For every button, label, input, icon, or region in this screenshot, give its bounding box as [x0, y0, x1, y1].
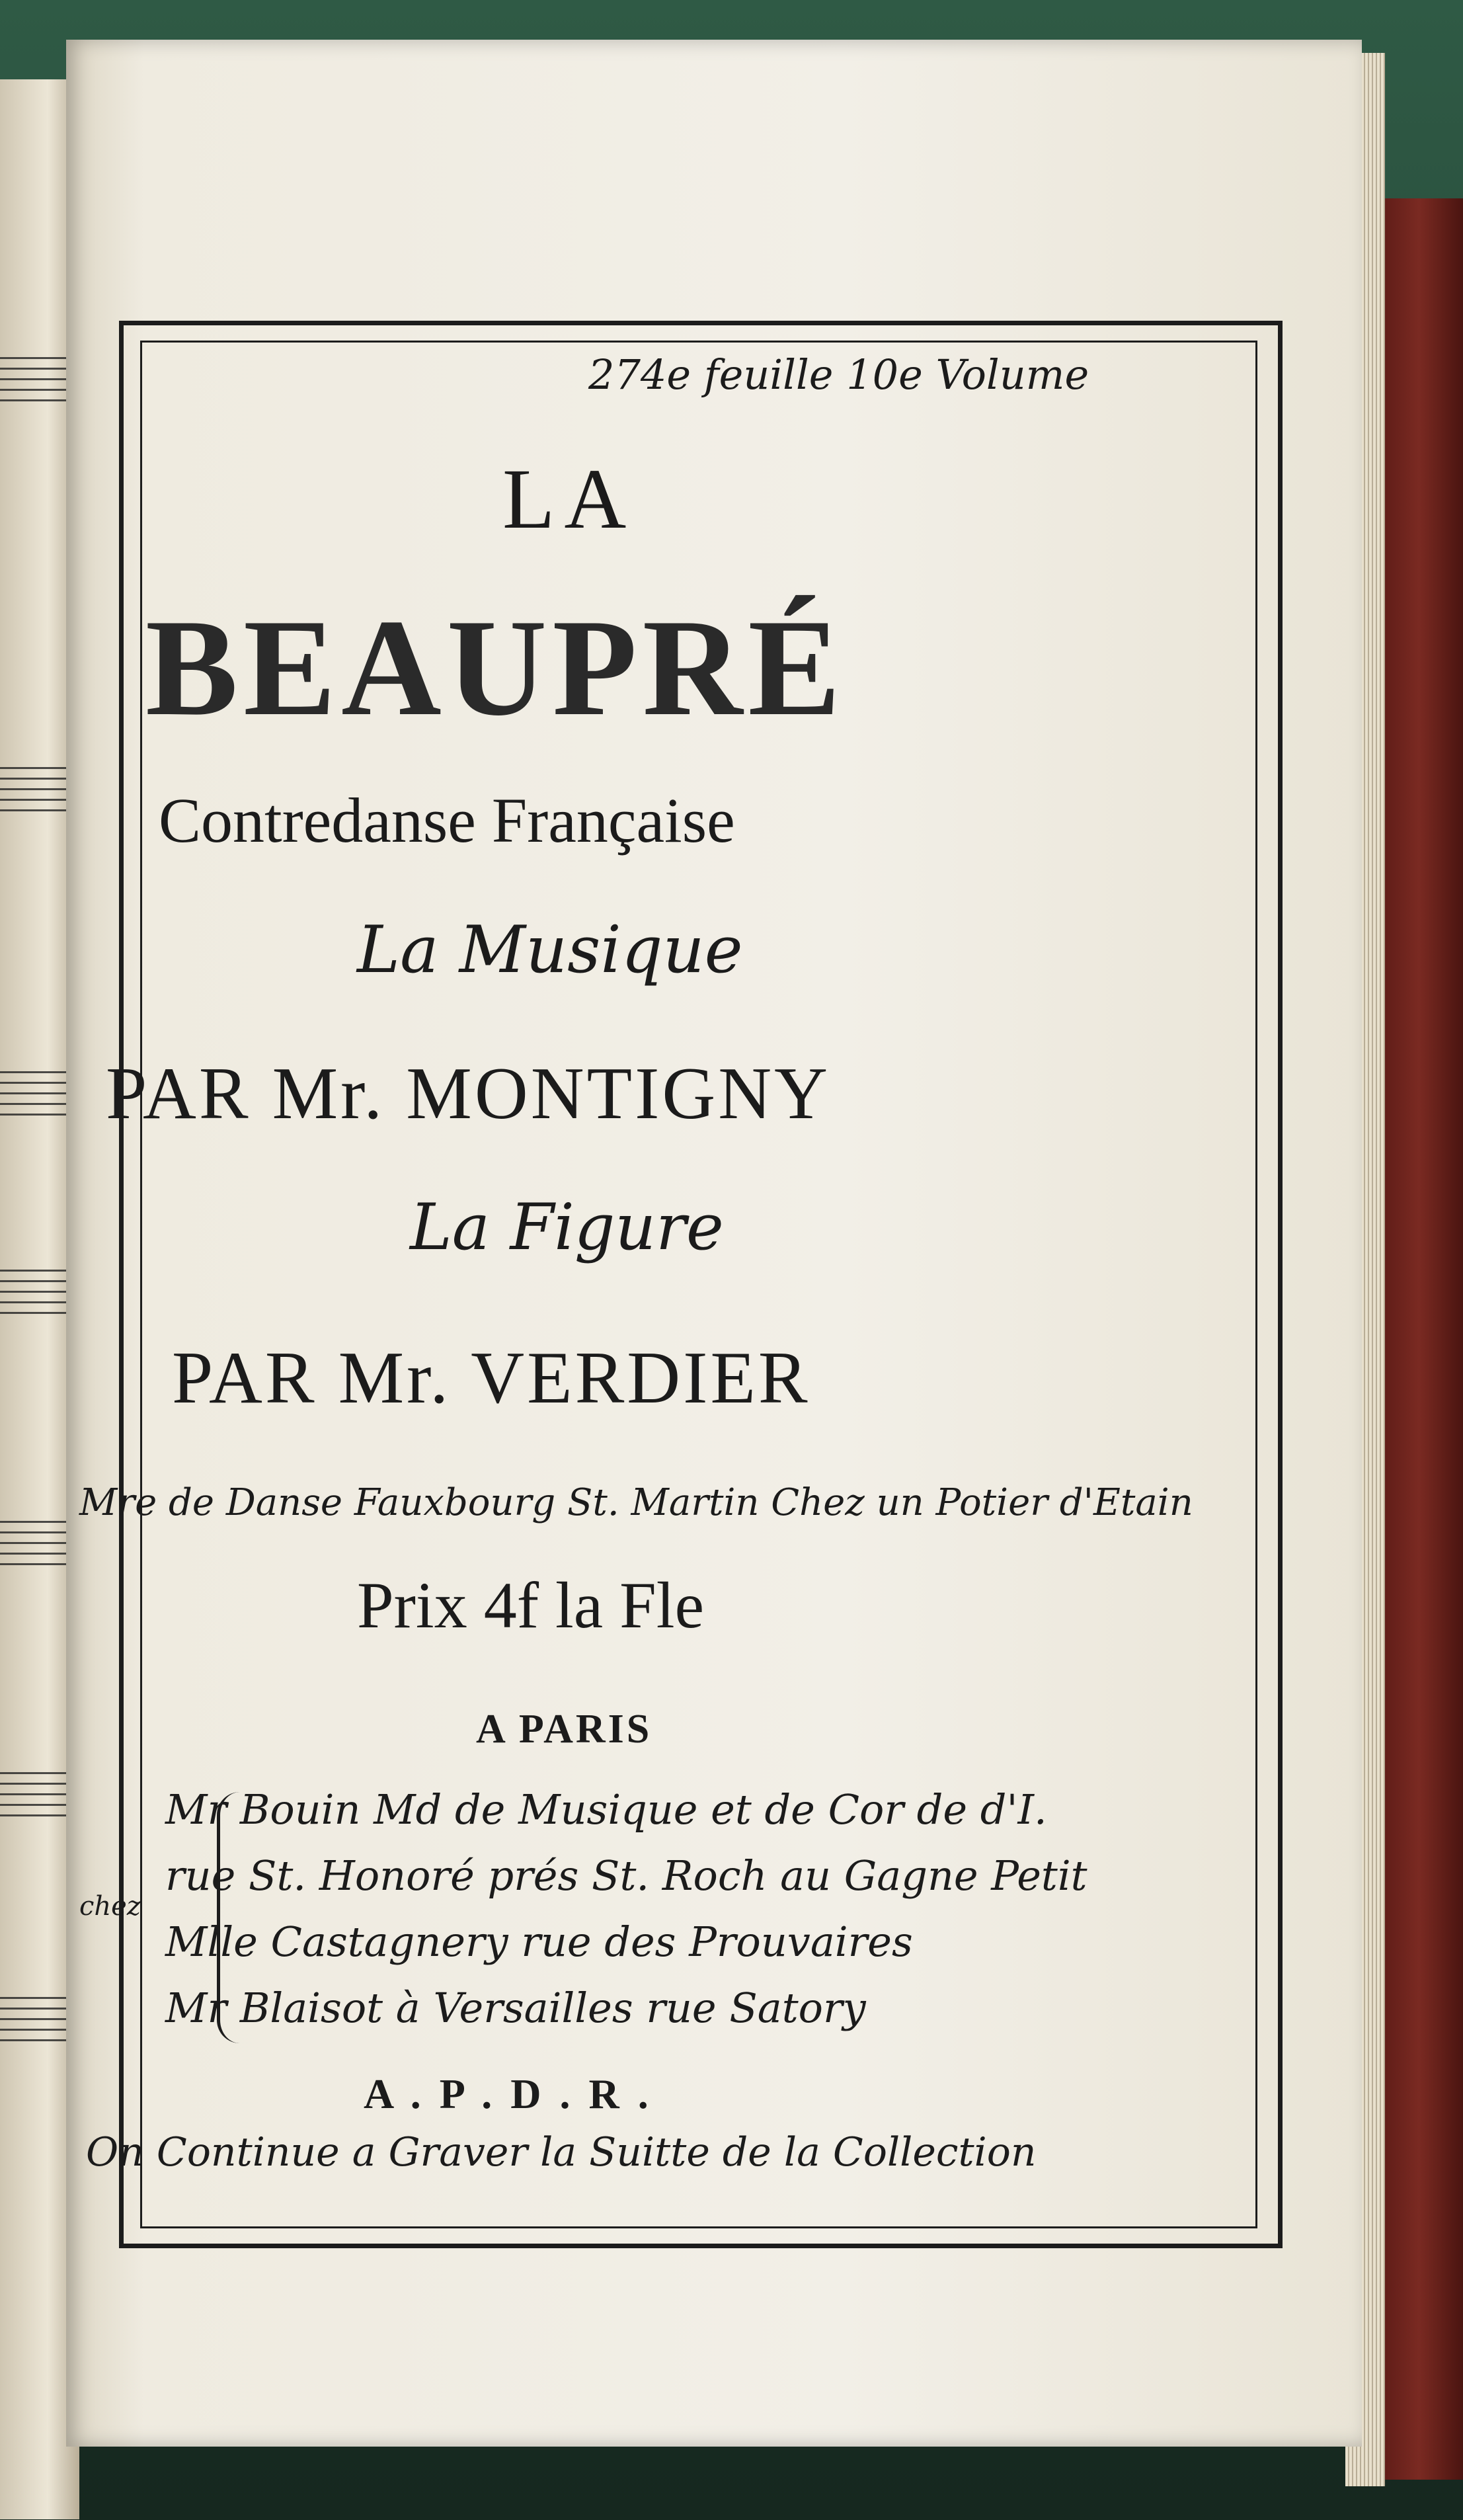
price: Prix 4f la Fle [357, 1568, 704, 1642]
sheet-volume-note: 274e feuille 10e Volume [588, 350, 1089, 399]
music-label: La Musique [357, 913, 743, 988]
city: A PARIS [476, 1707, 652, 1752]
figure-by: PAR Mr. VERDIER [172, 1337, 811, 1419]
music-staff [0, 1772, 73, 1818]
chez-label: chez [79, 1891, 141, 1922]
title-page [66, 40, 1362, 2447]
publisher-line: Mr Bouin Md de Musique et de Cor de d'I. [165, 1785, 1047, 1834]
music-staff [0, 1270, 73, 1316]
music-staff [0, 357, 73, 403]
music-staff [0, 767, 73, 813]
publisher-line: rue St. Honoré prés St. Roch au Gagne Petit [165, 1851, 1087, 1900]
title-line-2: BEAUPRÉ [145, 591, 846, 745]
music-staff [0, 1521, 73, 1567]
music-by: PAR Mr. MONTIGNY [106, 1053, 831, 1135]
music-staff [0, 1997, 73, 2043]
footer-note: On Continue a Graver la Suitte de la Collection [86, 2129, 1037, 2175]
publisher-line: Mlle Castagnery rue des Prouvaires [165, 1918, 913, 1966]
verdier-address: Mre de Danse Fauxbourg St. Martin Chez un Potier d'Etain [79, 1481, 1193, 1524]
title-line-1: LA [502, 452, 636, 547]
figure-label: La Figure [410, 1190, 724, 1264]
book-cover-edge [1375, 198, 1463, 2480]
subtitle: Contredanse Française [159, 785, 735, 856]
music-staff [0, 1071, 73, 1118]
privilege: A . P . D . R . [364, 2070, 652, 2117]
publisher-line: Mr Blaisot à Versailles rue Satory [165, 1984, 866, 2032]
